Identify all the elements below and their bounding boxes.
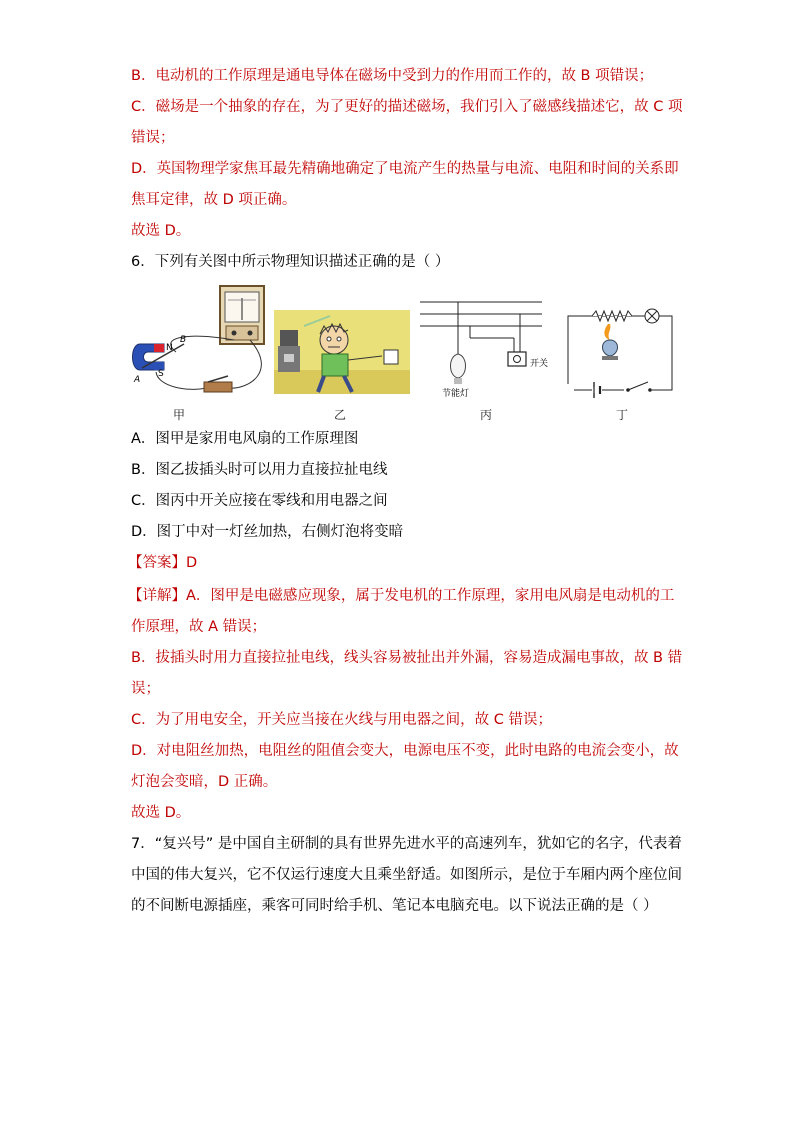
figure-bing xyxy=(418,294,548,404)
detail-b-line-1: B．拔插头时用力直接拉扯电线，线头容易被扯出并外漏，容易造成漏电事故，故 B 错 xyxy=(131,650,683,666)
wire-b-label: B xyxy=(180,335,187,345)
switch-label: 开关 xyxy=(530,359,548,369)
option-d: D．图丁中对一灯丝加热，右侧灯泡将变暗 xyxy=(131,524,404,540)
analysis-choice: 故选 D。 xyxy=(131,223,191,239)
analysis-c-line-2: 错误； xyxy=(131,130,175,146)
detail-d-line-2: 灯泡会变暗，D 正确。 xyxy=(131,774,278,790)
question-6-figures xyxy=(128,282,688,424)
detail-tag: 【详解】 xyxy=(128,588,186,604)
analysis-c-line-1: C．磁场是一个抽象的存在，为了更好的描述磁场，我们引入了磁感线描述它，故 C 项 xyxy=(131,99,683,115)
question-6-stem: 6．下列有关图中所示物理知识描述正确的是（ ） xyxy=(131,254,450,270)
figure-yi-caption: 乙 xyxy=(334,408,347,422)
lamp-label: 节能灯 xyxy=(442,389,470,399)
figure-ding xyxy=(564,302,680,398)
analysis-d-line-1: D．英国物理学家焦耳最先精确地确定了电流产生的热量与电流、电阻和时间的关系即 xyxy=(131,161,679,177)
option-b: B．图乙拔插头时可以用力直接拉扯电线 xyxy=(131,462,388,478)
detail-a-text: A．图甲是电磁感应现象，属于发电机的工作原理，家用电风扇是电动机的工 xyxy=(186,588,675,604)
detail-choice: 故选 D。 xyxy=(131,805,191,821)
analysis-b-line: B．电动机的工作原理是通电导体在磁场中受到力的作用而工作的，故 B 项错误； xyxy=(131,68,654,84)
analysis-d-line-2: 焦耳定律，故 D 项正确。 xyxy=(131,192,297,208)
figure-jia-caption: 甲 xyxy=(173,408,186,422)
question-7-line-1: 7．“复兴号” 是中国自主研制的具有世界先进水平的高速列车，犹如它的名字，代表着 xyxy=(131,836,682,852)
figure-ding-caption: 丁 xyxy=(616,408,629,422)
option-a: A．图甲是家用电风扇的工作原理图 xyxy=(131,431,359,447)
detail-a-line-1 xyxy=(128,586,674,606)
figure-bing-caption: 丙 xyxy=(480,408,493,422)
detail-a-line-2: 作原理，故 A 错误； xyxy=(131,619,267,635)
figure-yi xyxy=(274,310,410,394)
detail-c-line: C．为了用电安全，开关应当接在火线与用电器之间，故 C 错误； xyxy=(131,712,552,728)
answer-line: 【答案】D xyxy=(128,555,198,571)
wire-a-label: A xyxy=(134,375,141,385)
magnet-n-label: N xyxy=(166,343,173,353)
option-c: C．图丙中开关应接在零线和用电器之间 xyxy=(131,493,388,509)
question-7-line-2: 中国的伟大复兴，它不仅运行速度大且乘坐舒适。如图所示，是位于车厢内两个座位间 xyxy=(131,867,682,883)
detail-d-line-1: D．对电阻丝加热，电阻丝的阻值会变大，电源电压不变，此时电路的电流会变小，故 xyxy=(131,743,679,759)
detail-b-line-2: 误； xyxy=(131,681,160,697)
figure-jia xyxy=(128,282,268,407)
question-7-line-3: 的不间断电源插座，乘客可同时给手机、笔记本电脑充电。以下说法正确的是（ ） xyxy=(131,898,658,914)
magnet-s-label: S xyxy=(158,369,164,379)
